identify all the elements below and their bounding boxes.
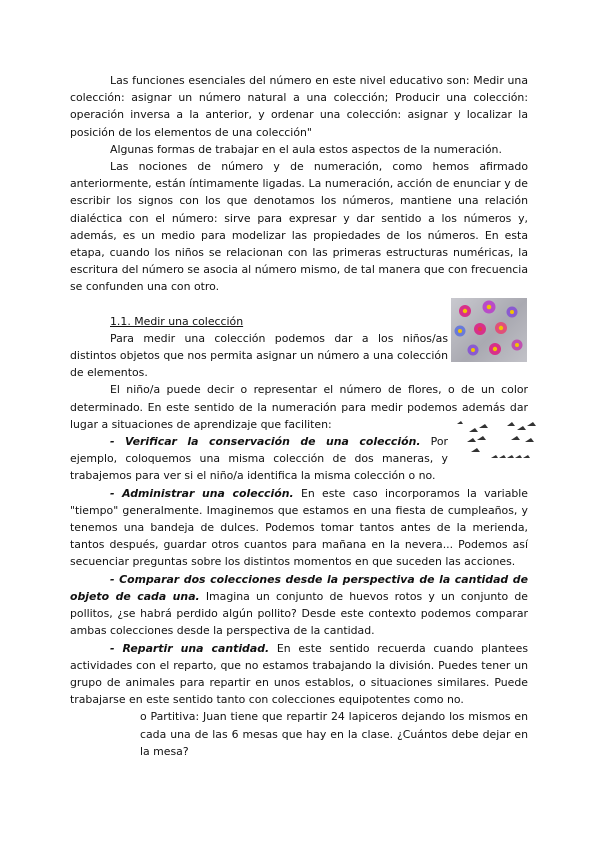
- bullet-title: - Comparar dos colecciones desde la perspectiva de la cantidad de objeto de cada una.: [70, 572, 528, 603]
- bullet-text: Imagina un conjunto de huevos rotos y un conjunto de pollitos, ¿se habrá perdido algún pollito? Desde este contexto podemos comparar ambas colecciones desde la perspectiva de la cantidad.: [70, 589, 528, 638]
- bullet-verify: [70, 433, 448, 485]
- bullet-compare: [70, 571, 528, 640]
- bullet-title: - Administrar una colección.: [110, 486, 294, 500]
- paragraph-child-represents: El niño/a puede decir o representar el número de flores, o de un color determinado. En este sentido de la numeración para medir podemos además dar lugar a situaciones de aprendizaje que faciliten:: [70, 383, 528, 431]
- paragraph-work-forms: Algunas formas de trabajar en el aula estos aspectos de la numeración.: [110, 142, 502, 156]
- bullet-title: - Verificar la conservación de una colección.: [110, 435, 421, 449]
- bullet-text: En este caso incorporamos la variable "tiempo" generalmente. Imaginemos que estamos en una fiesta de cumpleaños, y tenemos una bandeja de dulces. Podemos tomar tantos antes de la merienda, tantos después, guardar otros cuantos para mañana en la nevera... Podemos así secuenciar preguntas sobre los distintos momentos en que suceden las acciones.: [70, 486, 529, 569]
- spacer: [70, 296, 528, 313]
- paragraph-number-functions: Las funciones esenciales del número en este nivel educativo son: Medir una colección: asignar un número natural a una colección; Producir una colección: operación inversa a la anterior, y ordenar una colección: asignar y localizar la posición de los elementos de una colección": [70, 74, 528, 139]
- paragraph-numeration: Las nociones de número y de numeración, como hemos afirmado anteriormente, están íntimamente ligadas. La numeración, acción de enunciar y de escribir los signos con los que denotamos los números, mantiene una relación dialéctica con el número: sirve para expresar y dar sentido a los números y, además, es un medio para modelizar las propiedades de los números. En esta etapa, cuando los niños se relacionan con las primeras estructuras numéricas, la escritura del número se asocia al número mismo, de tal manera que con frecuencia se confunden una con otro.: [70, 160, 528, 294]
- sub-item-partitive: o Partitiva: Juan tiene que repartir 24 lapiceros dejando los mismos en cada una de las 6 mesas que hay en la clase. ¿Cuántos debe dejar en la mesa?: [140, 710, 528, 758]
- paragraph-measure: Para medir una colección podemos dar a los niños/as distintos objetos que nos permita asignar un número a una colección de elementos.: [70, 331, 448, 380]
- bullet-administer: [70, 485, 528, 571]
- section-heading: 1.1. Medir una colección: [110, 314, 244, 328]
- bullet-distribute: [70, 640, 528, 709]
- bullet-text: En este sentido recuerda cuando plantees actividades con el reparto, que no estamos trabajando la división. Puedes tener un grupo de animales para repartir en unos establos, o situaciones similares. Puede trabajarse en este sentido tanto con colecciones equipotentes como no.: [70, 641, 528, 707]
- document-body: [70, 72, 528, 760]
- bullet-text: Por ejemplo, coloquemos una misma colección de dos maneras, y trabajemos para ver si el niño/a identifica la misma colección o no.: [70, 435, 449, 483]
- bullet-title: - Repartir una cantidad.: [110, 641, 270, 655]
